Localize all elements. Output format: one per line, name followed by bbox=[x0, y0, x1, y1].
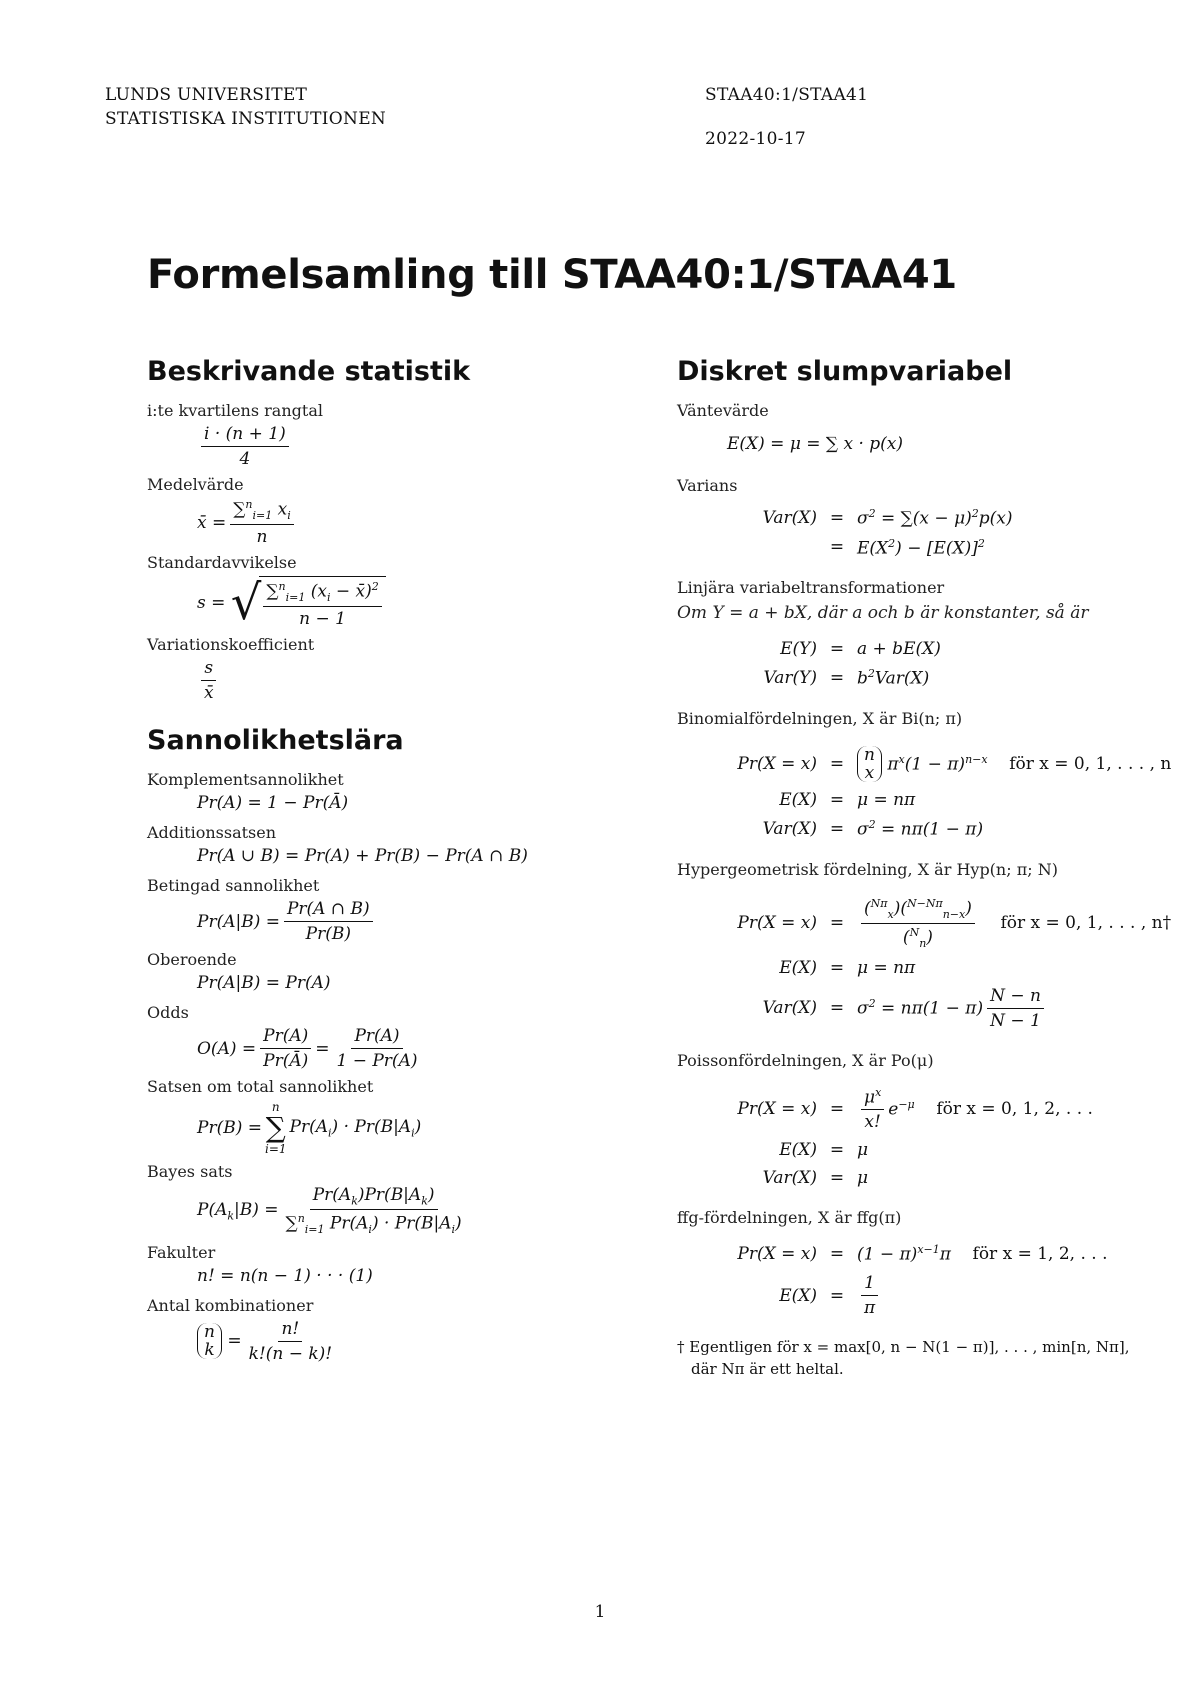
footnote bbox=[677, 1336, 1197, 1380]
label-addition: Additionssatsen bbox=[147, 823, 277, 843]
formula-linear: E(Y) = a + bE(X) Var(Y) = $b^2Var(X)$ bbox=[763, 639, 941, 689]
formula-expectation: E(X) = μ = ∑ x · p(x) bbox=[727, 434, 904, 454]
label-binomial: Binomialfördelningen, X är Bi(n; π) bbox=[677, 708, 963, 728]
label-variance: Varians bbox=[677, 476, 738, 495]
formula-hypergeometric: Pr(X = x) = ($^{N\pi}_x$)($^{N-N\pi}_{n-x}$) ($^N_n$) för x = 0, 1, . . . , n† E(X) = μ = nπ Var(X) = $\sigma^2 = n\pi(1 - \pi)$ N − n N − 1 bbox=[737, 896, 1172, 1031]
formula-factorial: n! = n(n − 1) · · · (1) bbox=[197, 1265, 373, 1286]
header-university bbox=[105, 83, 386, 131]
ffg-range: för x = 1, 2, . . . bbox=[972, 1244, 1108, 1265]
label-sd: Standardavvikelse bbox=[147, 553, 297, 573]
label-ffg: ffg-fördelningen, X är ffg(π) bbox=[677, 1208, 902, 1228]
formula-addition: Pr(A ∪ B) = Pr(A) + Pr(B) − Pr(A ∩ B) bbox=[197, 846, 528, 867]
university-name: LUNDS UNIVERSITET bbox=[105, 85, 308, 105]
label-complement: Komplementsannolikhet bbox=[147, 770, 344, 790]
formula-mean: x̄ = $\frac{\sum^n_{i=1} x_i}{n}$ bbox=[197, 498, 617, 547]
left-column bbox=[147, 356, 617, 1364]
label-bayes: Bayes sats bbox=[147, 1162, 233, 1182]
formula-total-prob: Pr(B) = n ∑ i=1 $Pr(A_i) \cdot Pr(B|A_i)$ bbox=[197, 1100, 422, 1157]
formula-ffg: Pr(X = x) = $(1 - \pi)^{x-1}\pi$ för x = 1, 2, . . . E(X) = $\frac{1}{\pi}$ bbox=[737, 1243, 1108, 1319]
binomial-range: för x = 0, 1, . . . , n bbox=[1009, 753, 1172, 774]
hypergeometric-range: för x = 0, 1, . . . , n† bbox=[1000, 913, 1172, 934]
document-date: 2022-10-17 bbox=[705, 129, 807, 149]
poisson-range: för x = 0, 1, 2, . . . bbox=[936, 1099, 1093, 1120]
formula-conditional: Pr(A|B) = $\frac{Pr(A \cap B)}{Pr(B)}$ bbox=[197, 899, 617, 944]
right-column bbox=[677, 356, 1197, 1380]
page-title: Formelsamling till STAA40:1/STAA41 bbox=[147, 252, 957, 298]
label-odds: Odds bbox=[147, 1003, 189, 1023]
label-expectation: Väntevärde bbox=[677, 401, 769, 420]
section-sannolikhet: Sannolikhetslära bbox=[147, 725, 404, 757]
formula-variance: Var(X) = $\sigma^2 = \sum(x - \mu)^2p(x)$ = $E(X^2) - [E(X)]^2$ bbox=[762, 507, 1013, 559]
label-total-prob: Satsen om total sannolikhet bbox=[147, 1077, 374, 1097]
section-diskret: Diskret slumpvariabel bbox=[677, 356, 1013, 387]
label-poisson: Poissonfördelningen, X är Po(μ) bbox=[677, 1050, 934, 1070]
course-code: STAA40:1/STAA41 bbox=[705, 85, 869, 105]
formula-quartile: $\frac{i \cdot (n + 1)}{4}$ bbox=[197, 424, 617, 469]
label-linear-condition: Om Y = a + bX, där a och b är konstanter, så är bbox=[677, 603, 1089, 624]
formula-sd: s = √ $\frac{\sum^n_{i=1} (x_i - x̄)^2}{n - 1}$ bbox=[197, 576, 617, 629]
label-quartile: i:te kvartilens rangtal bbox=[147, 401, 323, 420]
label-independence: Oberoende bbox=[147, 950, 237, 970]
formula-complement: Pr(A) = 1 − Pr(Ā) bbox=[197, 793, 349, 814]
formula-combinations: n k = $\frac{n!}{k!(n - k)!}$ bbox=[197, 1319, 617, 1364]
formula-poisson: Pr(X = x) = $\mu^x$ x! $e^{-\mu}$ för x = 0, 1, 2, . . . E(X) = μ Var(X) = μ bbox=[737, 1085, 1093, 1189]
formula-independence: Pr(A|B) = Pr(A) bbox=[197, 973, 331, 994]
formula-cv: $\frac{s}{x̄}$ bbox=[197, 658, 617, 703]
label-factorial: Fakulter bbox=[147, 1242, 216, 1262]
formula-odds: O(A) = $\frac{Pr(A)}{Pr(Ā)}$ = $\frac{Pr(A)}{1 - Pr(A)}$ bbox=[197, 1026, 418, 1072]
label-hypergeometric: Hypergeometrisk fördelning, X är Hyp(n; π; N) bbox=[677, 859, 1058, 879]
formula-bayes: $P(A_k|B)$ = $\frac{Pr(A_k)Pr(B|A_k)}{\sum^n_{i=1} Pr(A_i) \cdot Pr(B|A_i)}$ bbox=[197, 1185, 462, 1237]
section-beskrivande: Beskrivande statistik bbox=[147, 356, 471, 387]
label-conditional: Betingad sannolikhet bbox=[147, 876, 320, 896]
formula-binomial: Pr(X = x) = n x $\pi^x(1 - \pi)^{n-x}$ för x = 0, 1, . . . , n E(X) = μ = nπ Var(X) = $\sigma^2 = n\pi(1 - \pi)$ bbox=[737, 744, 1172, 840]
label-mean: Medelvärde bbox=[147, 475, 244, 494]
footnote-line-2: där Nπ är ett heltal. bbox=[691, 1360, 844, 1379]
header-right bbox=[705, 83, 868, 151]
page-number: 1 bbox=[594, 1602, 606, 1622]
label-cv: Variationskoefficient bbox=[147, 635, 315, 655]
label-combinations: Antal kombinationer bbox=[147, 1295, 314, 1315]
department-name: STATISTISKA INSTITUTIONEN bbox=[105, 109, 387, 129]
footnote-line-1: † Egentligen för x = max[0, n − N(1 − π)], . . . , min[n, Nπ], bbox=[677, 1338, 1130, 1357]
label-linear: Linjära variabeltransformationer bbox=[677, 578, 945, 598]
